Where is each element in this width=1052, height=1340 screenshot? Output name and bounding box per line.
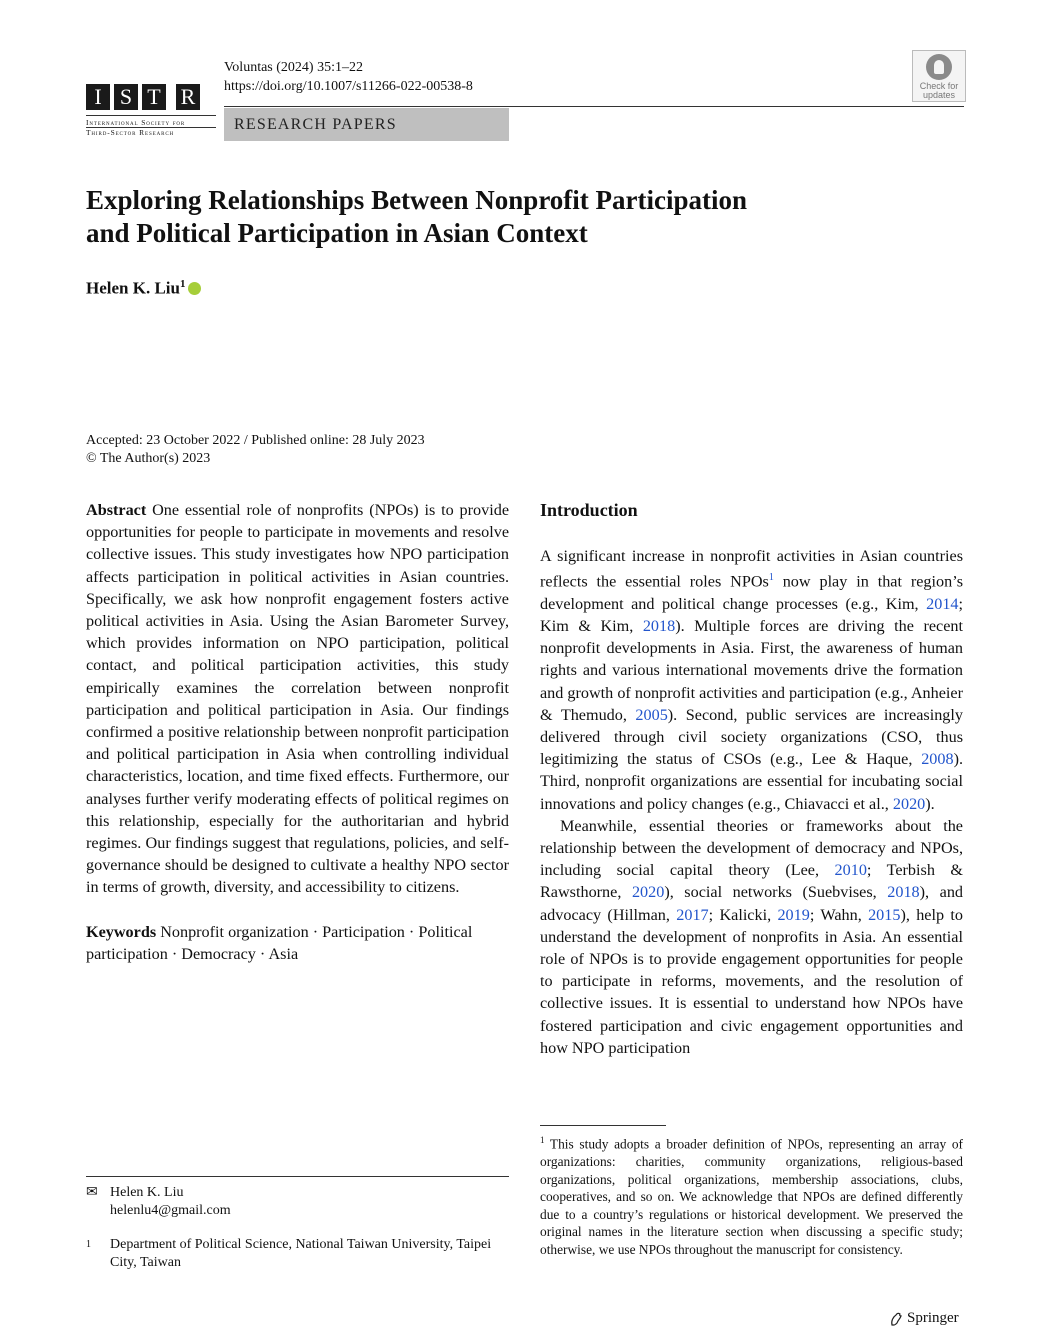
citation-link[interactable]: 2005 <box>635 705 668 724</box>
updates-label-2: updates <box>922 90 956 100</box>
section-label: RESEARCH PAPERS <box>224 108 509 141</box>
accepted-published: Accepted: 23 October 2022 / Published online: 28 July 2023 <box>86 433 425 448</box>
author-affiliation-mark[interactable]: 1 <box>179 278 186 290</box>
citation-link[interactable]: 2014 <box>926 594 959 613</box>
abstract-text: One essential role of nonprofits (NPOs) is to provide opportunities for people to participate in movements and resolve collective issues. This study investigates how NPO participation affects participation in political activities in Asian countries. Specifically, we ask how nonprofit engagement fosters active political activities in Asia. Using the Asian Barometer Survey, which provides information on NPO participation, political contact, and political participation activities, this study empirically examines the correlation between nonprofit participation and political participation in Asia. Our findings confirmed a positive relationship between nonprofit participation and political participation in Asia when controlling individual characteristics, location, and time fixed effects. Furthermore, our analyses further verify moderating effects of political regimes on this relationship, especially for the authoritarian and hybrid regimes. Our findings suggest that regulations, policies, and self-governance should be designed to cultivate a healthy NPO sector in terms of growth, diversity, and accessibility to citizens. <box>86 501 510 897</box>
abstract <box>86 499 509 899</box>
citation-link[interactable]: 2008 <box>921 750 954 769</box>
logo-spacer <box>170 84 172 110</box>
affiliation-mark: 1 <box>86 1239 91 1250</box>
introduction-column <box>540 499 963 1059</box>
doi-link[interactable]: https://doi.org/10.1007/s11266-022-00538-8 <box>224 79 473 94</box>
citation-link[interactable]: 2010 <box>834 861 867 880</box>
citation-link[interactable]: 2019 <box>777 905 810 924</box>
author-contact-footnote <box>86 1184 509 1272</box>
journal-info <box>224 58 473 96</box>
author-name: Helen K. Liu$^1$ <box>86 278 201 299</box>
publication-dates <box>86 432 425 468</box>
keywords-list: Nonprofit organization · Participation · Political participation · Democracy · Asia <box>86 922 473 963</box>
citation-link[interactable]: 2015 <box>868 905 901 924</box>
intro-paragraph-1: A significant increase in nonprofit activities in Asian countries reflects the essential roles NPOs$^1$ now play in that region’s development and political change processes (e.g., Kim, 2014; Kim & Kim, 2018). Multiple forces are driving the recent nonprofit developments in Asia. First, the awareness of human rights and various international movements drive the formation and growth of nonprofit activities and participation (e.g., Anheier & Themudo, 2005). Second, public services are increasingly delivered through civil society organizations (CSO, thus legitimizing the status of CSOs (e.g., Lee & Haque, 2008). Third, nonprofit organizations are essential for incubating social innovations and policy changes (e.g., Chiavacci et al., 2020). <box>540 547 964 813</box>
citation-link[interactable]: 2018 <box>642 617 676 635</box>
logo-letter: R <box>176 84 200 110</box>
footnote-rule-right <box>540 1125 666 1126</box>
keywords <box>86 921 509 965</box>
abstract-column <box>86 499 509 965</box>
istr-logo <box>86 84 216 137</box>
logo-letter: S <box>114 84 138 110</box>
footnote-rule-left <box>86 1176 509 1177</box>
footnote-1 <box>540 1132 963 1259</box>
keywords-label: Keywords <box>86 922 157 941</box>
header-rule <box>224 106 964 107</box>
introduction-heading: Introduction <box>540 500 638 520</box>
logo-letter: I <box>86 84 110 110</box>
journal-citation: Voluntas (2024) 35:1–22 <box>224 60 363 75</box>
abstract-label: Abstract <box>86 501 147 519</box>
bookmark-icon <box>926 54 952 80</box>
publisher-name: Springer <box>907 1310 959 1326</box>
citation-link[interactable]: 2020 <box>631 883 665 902</box>
logo-subtitle-line2: Third-Sector Research <box>86 127 216 137</box>
logo-subtitle-line1: International Society for <box>86 118 186 127</box>
footnote-1-mark: 1 <box>540 1135 545 1145</box>
contact-name: Helen K. Liu <box>110 1185 184 1200</box>
footnote-ref-1[interactable]: 1 <box>768 572 774 584</box>
affiliation-text: Department of Political Science, National Taiwan University, Taipei City, Taiwan <box>110 1237 492 1270</box>
citation-link[interactable]: 2018 <box>887 883 920 902</box>
logo-letter: T <box>142 84 166 110</box>
citation-link[interactable]: 2020 <box>892 794 926 813</box>
contact-email[interactable]: helenlu4@gmail.com <box>110 1203 231 1218</box>
footnote-1-text: This study adopts a broader definition of NPOs, representing an array of organizations: charities, community organizations, religious-based organizations, political organizations, membership associations, clubs, cooperatives, and so on. We acknowledge that NPOs are defined differently due to a country’s regulations or historical development. We preserved the original names in the literature section when discussing a specific study; otherwise, we use NPOs throughout the manuscript for consistency. <box>540 1136 963 1258</box>
orcid-icon[interactable] <box>188 282 201 295</box>
article-title: Exploring Relationships Between Nonprofit Participation and Political Participation in Asian Context <box>86 185 748 248</box>
citation-link[interactable]: 2017 <box>676 905 709 924</box>
springer-horse-icon <box>888 1311 904 1327</box>
copyright: © The Author(s) 2023 <box>86 451 211 466</box>
springer-logo <box>888 1310 959 1327</box>
check-for-updates-button[interactable] <box>912 50 966 102</box>
updates-label-1: Check for <box>919 81 959 91</box>
envelope-icon: ✉ <box>86 1185 98 1200</box>
intro-paragraph-2: Meanwhile, essential theories or frameworks about the relationship between the development of democracy and NPOs, including social capital theory (Lee, 2010; Terbish & Rawsthorne, 2020), social networks (Suebvises, 2018), and advocacy (Hillman, 2017; Kalicki, 2019; Wahn, 2015), help to understand the development of nonprofits in Asia. An essential role of NPOs is to provide engagement opportunities for people to participate in reforms, movements, and the resolution of collective issues. It is essential to understand how NPOs have fostered participation and civic engagement opportunities and how NPO participation <box>540 816 964 1057</box>
